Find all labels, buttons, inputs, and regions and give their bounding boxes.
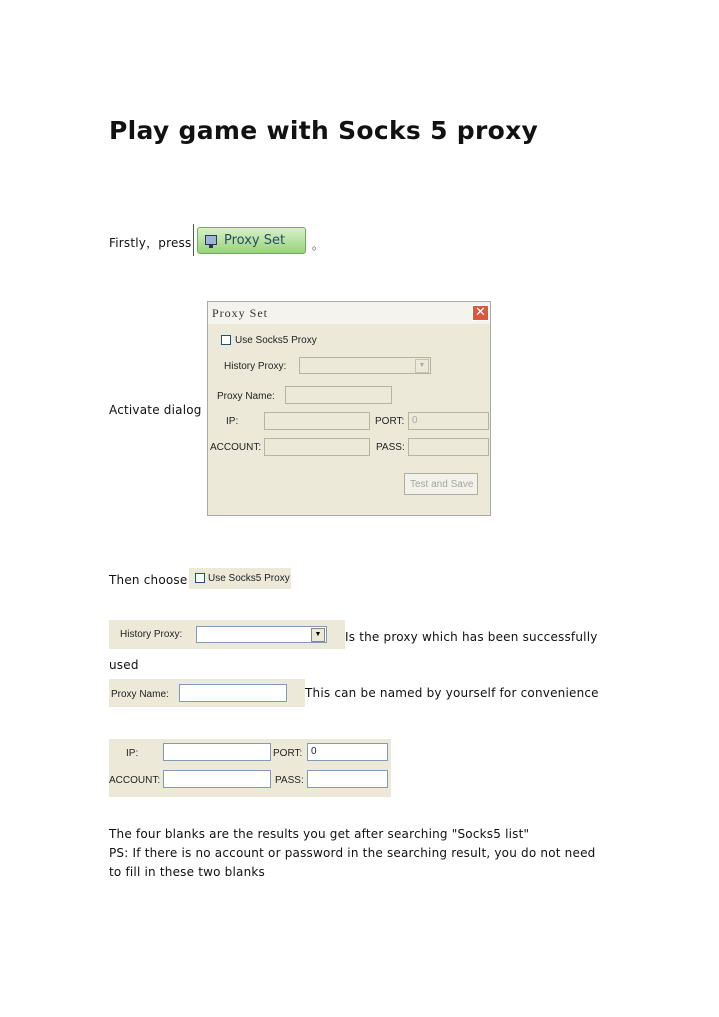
step1-suffix: 。 (312, 238, 325, 252)
chevron-down-icon: ▼ (415, 359, 429, 373)
footer-line2: PS: If there is no account or password in the searching result, you do not need (109, 846, 596, 860)
proxy-set-dialog (207, 301, 491, 516)
ip-label: IP: (226, 416, 239, 427)
history-proxy-snippet (109, 620, 345, 649)
pass-snippet-label: PASS: (275, 775, 304, 786)
history-proxy-label: History Proxy: (224, 361, 287, 372)
history-desc-line1: Is the proxy which has been successfully (345, 630, 598, 644)
proxy-name-input[interactable] (285, 386, 392, 404)
proxy-name-snippet (109, 679, 305, 707)
use-socks5-snippet (189, 568, 291, 589)
proxy-name-label: Proxy Name: (217, 391, 275, 402)
use-socks5-checkbox[interactable] (221, 335, 231, 345)
dialog-title: Proxy Set (212, 306, 269, 320)
history-desc-line2: used (109, 658, 139, 672)
proxy-set-button-label: Proxy Set (224, 233, 286, 248)
test-and-save-label: Test and Save (410, 479, 474, 490)
ip-snippet-input[interactable] (163, 743, 271, 761)
pass-label: PASS: (376, 442, 405, 453)
close-icon: ✕ (475, 305, 486, 320)
history-proxy-snippet-select[interactable] (196, 626, 327, 643)
proxy-name-snippet-input[interactable] (179, 684, 287, 702)
page-title: Play game with Socks 5 proxy (109, 116, 539, 145)
footer-line1: The four blanks are the results you get after searching "Socks5 list" (109, 827, 530, 841)
port-snippet-input[interactable] (307, 743, 388, 761)
chevron-down-icon: ▼ (311, 628, 325, 642)
use-socks5-snippet-label: Use Socks5 Proxy (208, 573, 290, 584)
use-socks5-label: Use Socks5 Proxy (235, 335, 317, 346)
step2-text: Activate dialog (109, 403, 202, 417)
port-snippet-label: PORT: (273, 748, 303, 759)
account-snippet-input[interactable] (163, 770, 271, 788)
account-input[interactable] (264, 438, 370, 456)
footer-line3: to fill in these two blanks (109, 865, 265, 879)
cursor-line (193, 224, 194, 256)
pass-input[interactable] (408, 438, 489, 456)
proxy-name-snippet-label: Proxy Name: (111, 689, 169, 700)
test-and-save-button[interactable] (404, 473, 478, 495)
port-input[interactable] (408, 412, 489, 430)
pass-snippet-input[interactable] (307, 770, 388, 788)
port-value: 0 (412, 415, 418, 426)
port-snippet-value: 0 (311, 746, 317, 757)
monitor-stand-icon (209, 245, 213, 248)
credentials-snippet (109, 739, 391, 797)
ip-snippet-label: IP: (126, 748, 139, 759)
proxy-name-desc: This can be named by yourself for convenience (305, 686, 599, 700)
port-label: PORT: (375, 416, 405, 427)
account-label: ACCOUNT: (210, 442, 262, 453)
close-button[interactable] (472, 305, 489, 321)
account-snippet-label: ACCOUNT: (109, 775, 161, 786)
monitor-icon (205, 235, 217, 245)
use-socks5-checkbox-snippet[interactable] (195, 573, 205, 583)
proxy-set-button[interactable] (197, 227, 306, 254)
step3-text: Then choose (109, 573, 188, 587)
step1-text: Firstly，press (109, 236, 192, 250)
ip-input[interactable] (264, 412, 370, 430)
history-proxy-snippet-label: History Proxy: (120, 629, 183, 640)
history-proxy-select[interactable] (299, 357, 431, 374)
